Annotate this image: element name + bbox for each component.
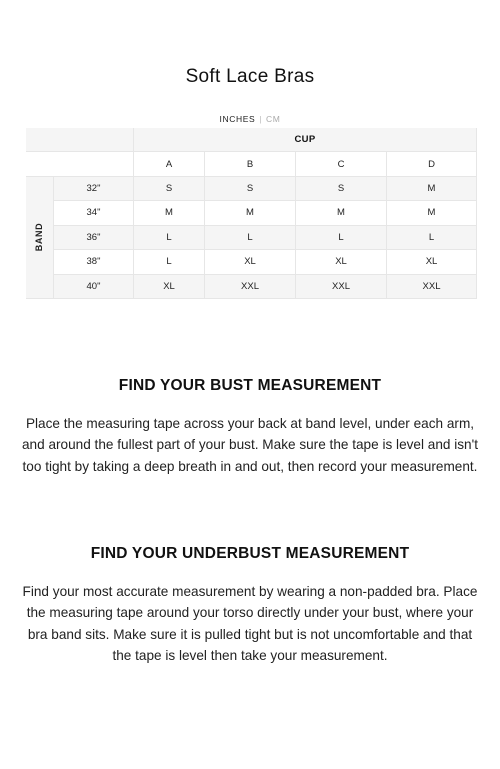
cup-header: CUP [134, 128, 477, 152]
size-cell: XXL [205, 275, 296, 299]
size-cell: S [296, 177, 387, 201]
band-size-label: 32" [54, 177, 134, 201]
size-cell: M [296, 201, 387, 225]
size-cell: XXL [296, 275, 387, 299]
band-size-label: 34" [54, 201, 134, 225]
bust-measurement-instructions: Place the measuring tape across your back at band level, under each arm, and around the fullest part of your bust. Make sure the tape is level and isn't too tight by taking a deep breath in and out, then record your measurement. [22, 416, 478, 474]
size-cell: L [205, 226, 296, 250]
underbust-measurement-heading: FIND YOUR UNDERBUST MEASUREMENT [90, 545, 410, 562]
table-corner-blank [26, 152, 134, 176]
size-chart-table [26, 128, 477, 299]
size-cell: S [134, 177, 205, 201]
size-cell: XL [296, 250, 387, 274]
band-size-label: 36" [54, 226, 134, 250]
page-title: Soft Lace Bras [185, 66, 315, 87]
size-cell: XL [387, 250, 477, 274]
bust-measurement-heading: FIND YOUR BUST MEASUREMENT [118, 377, 382, 394]
size-cell: XL [205, 250, 296, 274]
table-corner [26, 128, 134, 152]
size-cell: M [387, 201, 477, 225]
cup-label-b: B [205, 152, 296, 176]
unit-separator: | [259, 114, 263, 124]
size-cell: S [205, 177, 296, 201]
band-header-text: BAND [34, 223, 45, 252]
size-cell: M [134, 201, 205, 225]
size-cell: M [205, 201, 296, 225]
unit-inches-option[interactable]: INCHES [219, 114, 256, 124]
band-header [26, 177, 54, 299]
unit-cm-option[interactable]: CM [266, 114, 281, 124]
size-cell: XL [134, 275, 205, 299]
size-cell: L [387, 226, 477, 250]
cup-label-d: D [387, 152, 477, 176]
underbust-measurement-instructions: Find your most accurate measurement by wearing a non-padded bra. Place the measuring tape around your torso directly under your bust, where your bra band sits. Make sure it is pulled tight but is not uncomfortable and that the tape is level then take your measurement. [22, 584, 478, 663]
band-size-label: 40" [54, 275, 134, 299]
unit-toggle [0, 114, 500, 124]
cup-label-c: C [296, 152, 387, 176]
cup-label-a: A [134, 152, 205, 176]
size-cell: M [387, 177, 477, 201]
size-cell: L [134, 250, 205, 274]
band-size-label: 38" [54, 250, 134, 274]
size-cell: L [296, 226, 387, 250]
size-cell: L [134, 226, 205, 250]
size-cell: XXL [387, 275, 477, 299]
